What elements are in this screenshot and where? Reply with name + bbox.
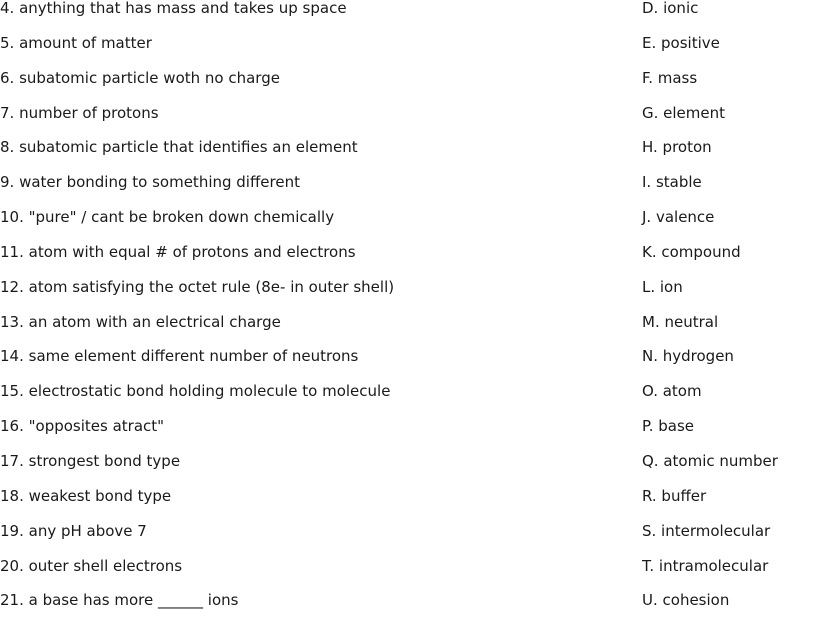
answer-item: H. proton <box>642 138 712 157</box>
answer-item: U. cohesion <box>642 591 730 610</box>
answer-item: E. positive <box>642 33 720 52</box>
question-item: 12. atom satisfying the octet rule (8e- in outer shell) <box>0 277 395 296</box>
question-item: 17. strongest bond type <box>0 451 181 470</box>
question-item: 11. atom with equal # of protons and electrons <box>0 242 356 261</box>
answer-item: T. intramolecular <box>642 556 769 575</box>
answer-item: J. valence <box>642 208 715 227</box>
answer-item: L. ion <box>642 277 683 296</box>
question-item: 6. subatomic particle woth no charge <box>0 68 280 87</box>
answer-item: D. ionic <box>642 0 699 17</box>
question-item: 19. any pH above 7 <box>0 521 147 540</box>
answer-item: N. hydrogen <box>642 347 734 366</box>
question-item: 8. subatomic particle that identifies an element <box>0 138 358 157</box>
answer-item: P. base <box>642 417 695 436</box>
answer-item: O. atom <box>642 382 702 401</box>
question-item: 16. "opposites atract" <box>0 417 165 436</box>
answer-item: S. intermolecular <box>642 521 771 540</box>
question-item: 14. same element different number of neutrons <box>0 347 359 366</box>
question-item: 15. electrostatic bond holding molecule to molecule <box>0 382 391 401</box>
question-item: 13. an atom with an electrical charge <box>0 312 281 331</box>
question-item: 18. weakest bond type <box>0 486 172 505</box>
answer-item: F. mass <box>642 68 698 87</box>
answer-item: M. neutral <box>642 312 719 331</box>
question-item: 4. anything that has mass and takes up space <box>0 0 347 17</box>
answers-list <box>642 0 778 627</box>
answer-item: R. buffer <box>642 486 707 505</box>
answer-item: K. compound <box>642 242 741 261</box>
answer-item: G. element <box>642 103 726 122</box>
question-item: 20. outer shell electrons <box>0 556 183 575</box>
answer-item: I. stable <box>642 173 702 192</box>
question-item: 21. a base has more ______ ions <box>0 591 239 610</box>
question-item: 7. number of protons <box>0 103 159 122</box>
questions-list <box>0 0 394 627</box>
question-item: 5. amount of matter <box>0 33 152 52</box>
question-item: 9. water bonding to something different <box>0 173 300 192</box>
answer-item: Q. atomic number <box>642 451 778 470</box>
question-item: 10. "pure" / cant be broken down chemically <box>0 208 335 227</box>
